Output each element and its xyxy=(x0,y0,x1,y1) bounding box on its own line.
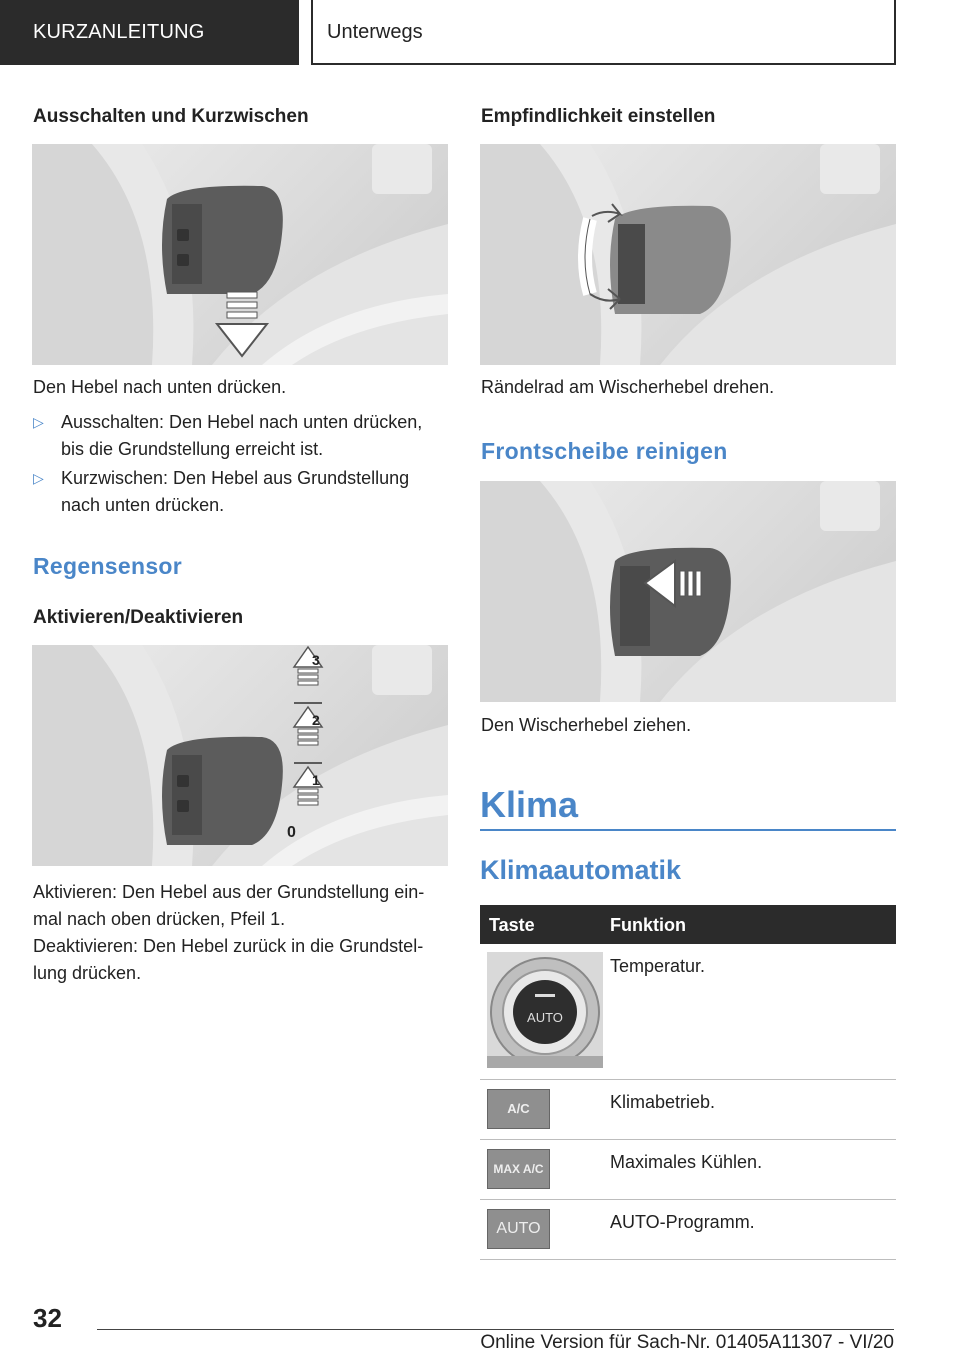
function-text: Maximales Kühlen. xyxy=(610,1152,763,1172)
key-label: A/C xyxy=(507,1101,530,1116)
bullet-triangle-icon: ▷ xyxy=(33,414,44,430)
bullet-ausschalten: ▷ Ausschalten: Den Hebel nach unten drücken, bis die Grundstellung erreicht ist. xyxy=(33,409,449,463)
col-header-funktion: Funktion xyxy=(610,915,686,935)
key-label: MAX A/C xyxy=(493,1162,544,1176)
heading-empfindlichkeit: Empfindlichkeit einstellen xyxy=(481,106,716,127)
table-row xyxy=(480,1080,896,1140)
function-text: Temperatur. xyxy=(610,956,706,976)
heading-ausschalten: Ausschalten und Kurzwischen xyxy=(33,106,309,127)
caption-lever-pull: Den Wischerhebel ziehen. xyxy=(481,715,692,735)
figure-thumbwheel xyxy=(480,144,896,365)
caption-lever-down: Den Hebel nach unten drücken. xyxy=(33,377,287,397)
climate-table xyxy=(480,905,896,1260)
key-label: AUTO xyxy=(527,1010,563,1025)
col-header-taste: Taste xyxy=(489,915,535,935)
heading-klima: Klima xyxy=(480,784,579,825)
footer-rule xyxy=(97,1329,894,1330)
chapter-tab: Unterwegs xyxy=(311,0,896,65)
page-number: 32 xyxy=(33,1303,62,1333)
table-header xyxy=(480,905,896,944)
key-label: AUTO xyxy=(496,1220,541,1237)
step-label: 0 xyxy=(287,824,296,841)
step-label: 3 xyxy=(312,652,320,668)
heading-rule xyxy=(480,829,896,831)
section-tab: KURZANLEITUNG xyxy=(0,0,299,65)
figure-lever-pull xyxy=(480,481,896,702)
footer-text: Online Version für Sach-Nr. 01405A11307 - VI/20 xyxy=(480,1332,894,1353)
max-ac-button-icon xyxy=(487,1149,550,1189)
ac-button-icon xyxy=(487,1089,550,1129)
caption-thumbwheel: Rändelrad am Wischerhebel drehen. xyxy=(481,377,775,397)
heading-aktivieren: Aktivieren/Deaktivieren xyxy=(33,607,244,628)
function-text: Klimabetrieb. xyxy=(610,1092,716,1112)
heading-frontscheibe: Frontscheibe reinigen xyxy=(481,438,728,464)
paragraph-aktivieren: Aktivieren: Den Hebel aus der Grundstellung ein‐mal nach oben drücken, Pfeil 1. xyxy=(33,882,425,929)
bullet-triangle-icon: ▷ xyxy=(33,470,44,486)
table-row xyxy=(480,944,896,1080)
table-row xyxy=(480,1200,896,1260)
bullet-kurzwischen: ▷ Kurzwischen: Den Hebel aus Grundstellung nach unten drücken. xyxy=(33,465,449,519)
paragraph-deaktivieren: Deaktivieren: Den Hebel zurück in die Grundstel‐lung drücken. xyxy=(33,936,424,983)
heading-regensensor: Regensensor xyxy=(33,553,183,579)
figure-lever-steps xyxy=(32,645,448,866)
figure-lever-down xyxy=(32,144,448,365)
function-text: AUTO-Programm. xyxy=(610,1212,755,1232)
heading-klimaautomatik: Klimaautomatik xyxy=(480,855,682,885)
step-label: 1 xyxy=(312,772,320,788)
temperature-dial-icon xyxy=(487,952,603,1068)
auto-button-icon xyxy=(487,1209,550,1249)
table-row xyxy=(480,1140,896,1200)
step-label: 2 xyxy=(312,712,320,728)
